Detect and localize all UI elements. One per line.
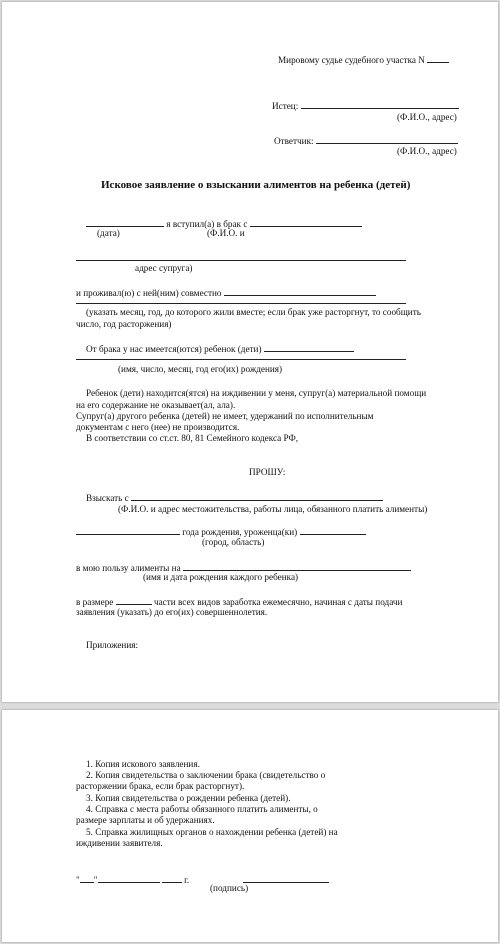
year-blank — [162, 874, 182, 883]
lived-together-line — [76, 287, 376, 298]
attachment-item: 5. Справка жилищных органов о нахождении ребенка (детей) на — [86, 827, 338, 837]
amount-blank — [116, 596, 152, 605]
month-blank — [98, 874, 160, 883]
plaintiff-label: Истец: — [272, 101, 299, 111]
date-open-quote: " — [76, 875, 80, 885]
date-close-quote: " — [93, 875, 98, 885]
attachment-item: 4. Справка с места работы обязанного платить алименты, о — [86, 804, 318, 814]
collect-from-blank — [131, 492, 383, 501]
court-label: Мировому судье судебного участка N — [278, 55, 425, 65]
plaintiff-hint: (Ф.И.О., адрес) — [397, 112, 457, 122]
dependency-line-2: на его содержание не оказывает(ал, ала). — [76, 400, 236, 410]
attachment-item: 2. Копия свидетельства о заключении брака (свидетельство о — [86, 770, 326, 780]
children-hint: (имя, число, месяц, год его(их) рождения) — [118, 364, 283, 374]
collect-from-text: Взыскать с — [86, 493, 129, 503]
amount-line-2: заявления (указать) до его(их) совершеннолетия. — [76, 607, 268, 617]
children-line — [86, 343, 354, 354]
signature-hint: (подпись) — [210, 883, 249, 893]
amount-prefix: в размере — [76, 597, 114, 607]
city-region-hint: (город, область) — [202, 537, 265, 547]
spouse-address-blank — [76, 260, 406, 261]
attachments-label: Приложения: — [86, 640, 139, 650]
birth-year-text: года рождения, уроженца(ки) — [182, 527, 298, 537]
document-page-1 — [2, 2, 498, 702]
birth-year-line — [76, 526, 366, 537]
married-text: я вступил(а) в брак с — [166, 219, 248, 229]
collect-line — [86, 492, 383, 503]
day-blank — [80, 874, 94, 883]
attachment-item: иждивении заявителя. — [76, 838, 163, 848]
plaintiff-blank — [301, 100, 459, 109]
amount-line-1 — [76, 596, 402, 607]
lived-together-blank-2 — [76, 303, 406, 304]
lived-hint-1: (указать месяц, год, до которого жили вместе; если брак уже расторгнут, то сообщить — [86, 307, 421, 317]
defendant-hint: (Ф.И.О., адрес) — [397, 146, 457, 156]
attachment-item: 1. Копия искового заявления. — [86, 759, 200, 769]
defendant-label: Ответчик: — [274, 136, 314, 146]
other-child-line-1: Супруг(а) другого ребенка (детей) не имеет, удержаний по исполнительным — [76, 411, 374, 421]
document-page-2 — [2, 710, 498, 942]
date-line — [76, 874, 189, 885]
court-line — [278, 54, 449, 65]
alimony-to-me-text: в мою пользу алименты на — [76, 563, 181, 573]
children-blank-2 — [76, 359, 406, 360]
law-reference: В соответствии со ст.ст. 80, 81 Семейного кодекса РФ, — [86, 433, 299, 443]
year-suffix: г. — [184, 875, 190, 885]
attachment-item: 3. Копия свидетельства о рождении ребенка (детей). — [86, 793, 291, 803]
birth-year-blank — [76, 526, 180, 535]
marriage-date-blank — [86, 218, 164, 227]
children-text: От брака у нас имеется(ются) ребенок (дети) — [86, 344, 262, 354]
lived-hint-2: число, год расторжения) — [76, 319, 172, 329]
lived-together-text: и проживал(ю) с ней(ним) совместно — [76, 288, 222, 298]
fio-and-hint: (Ф.И.О. и — [207, 228, 245, 238]
attachment-item: размере зарплаты и об удержаниях. — [76, 815, 215, 825]
lived-together-blank — [224, 287, 376, 296]
document-title: Исковое заявление о взыскании алиментов на ребенка (детей) — [101, 179, 411, 191]
birthplace-blank — [300, 526, 366, 535]
collect-hint: (Ф.И.О. и адрес местожительства, работы лица, обязанного платить алименты) — [118, 504, 428, 514]
children-blank — [264, 343, 354, 352]
children-names-blank — [183, 562, 411, 571]
spouse-name-blank — [250, 218, 362, 227]
defendant-line — [274, 135, 458, 146]
spouse-address-hint: адрес супруга) — [135, 263, 193, 273]
court-number-blank — [427, 54, 449, 63]
prosu-heading: ПРОШУ: — [249, 467, 286, 477]
plaintiff-line — [272, 100, 459, 111]
signature-blank — [243, 882, 329, 883]
dependency-line-1: Ребенок (дети) находится(ятся) на иждивении у меня, супруг(а) материальной помощи — [86, 388, 427, 398]
amount-suffix: части всех видов заработка ежемесячно, начиная с даты подачи — [153, 597, 403, 607]
attachment-item: расторжении брака, если брак расторгнут). — [76, 781, 245, 791]
date-hint: (дата) — [97, 228, 120, 238]
other-child-line-2: документам с него (нее) не производится. — [76, 422, 240, 432]
defendant-blank — [316, 135, 458, 144]
alimony-hint: (имя и дата рождения каждого ребенка) — [143, 572, 299, 582]
